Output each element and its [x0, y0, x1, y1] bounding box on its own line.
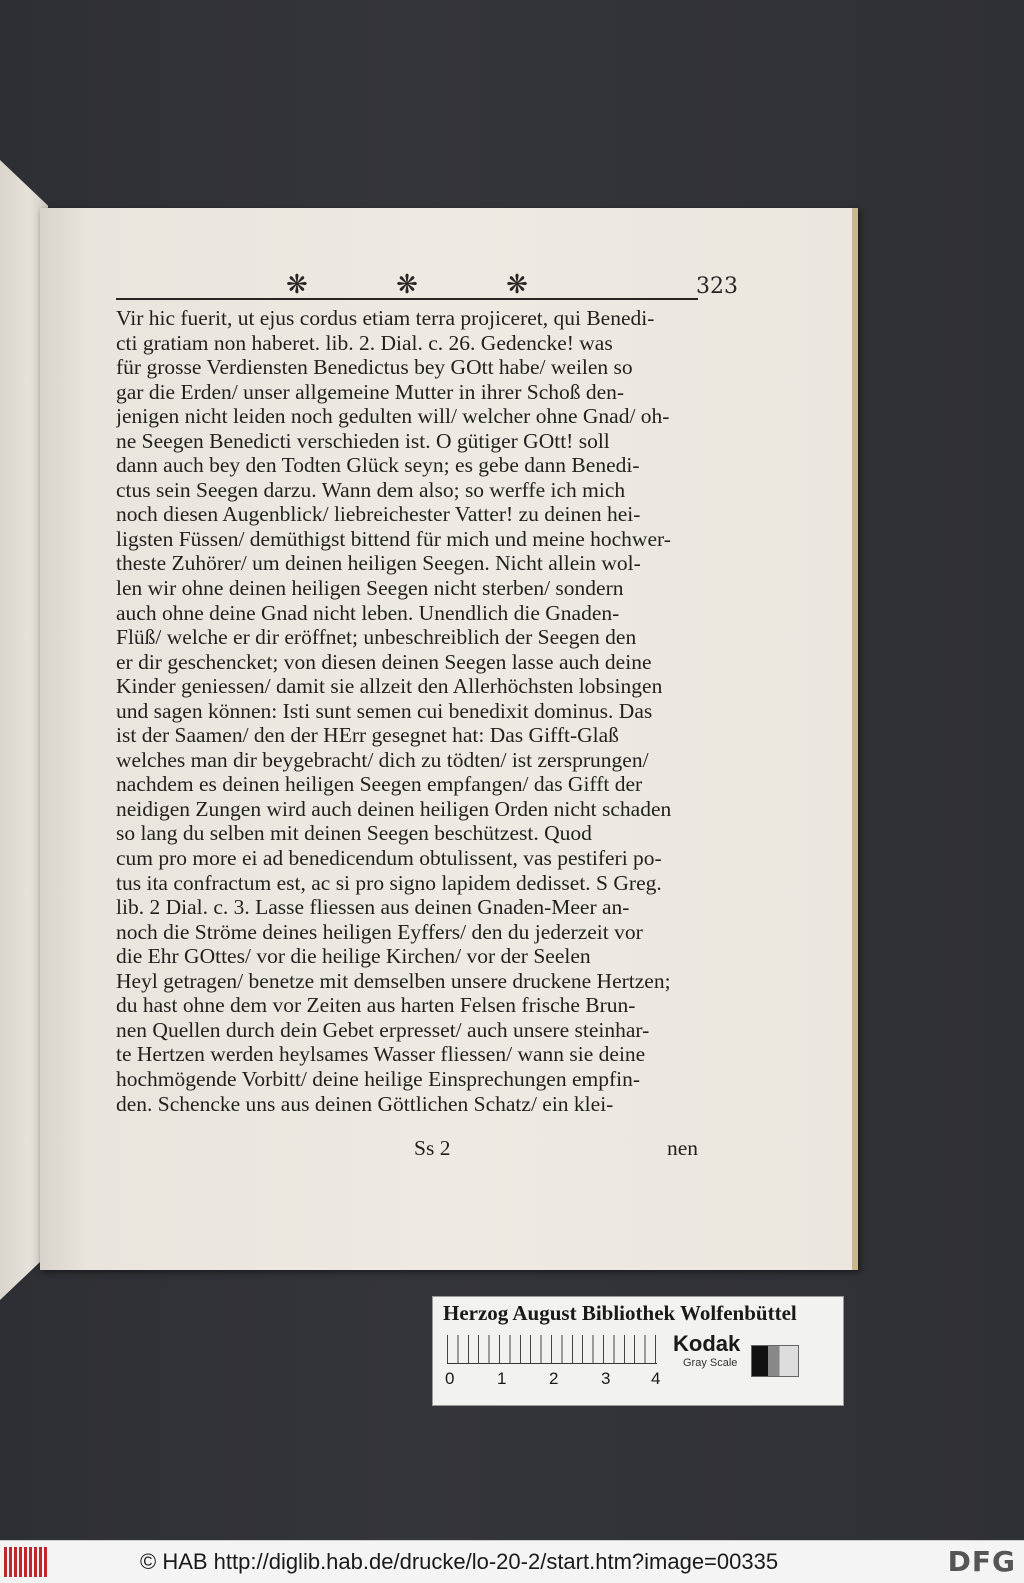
header-ornaments: ❋ ❋ ❋ — [286, 270, 568, 300]
text-line: tus ita confractum est, ac si pro signo lapidem dedisset. S Greg. — [116, 870, 662, 895]
text-line: nen Quellen durch dein Gebet erpresset/ auch unsere steinhar- — [116, 1017, 650, 1042]
book-page — [40, 208, 858, 1270]
text-line: cti gratiam non haberet. lib. 2. Dial. c. 26. Gedencke! was — [116, 330, 613, 355]
text-line: te Hertzen werden heylsames Wasser fliessen/ wann sie deine — [116, 1042, 646, 1067]
text-line: theste Zuhörer/ um deinen heiligen Seegen. Nicht allein wol- — [116, 551, 641, 576]
text-line: lib. 2 Dial. c. 3. Lasse fliessen aus deinen Gnaden-Meer an- — [116, 895, 630, 920]
signature-mark: Ss 2 — [414, 1136, 451, 1160]
text-line: dann auch bey den Todten Glück seyn; es gebe dann Benedi- — [116, 453, 640, 478]
text-line: den. Schencke uns aus deinen Göttlichen Schatz/ ein klei- — [116, 1091, 614, 1116]
text-line: len wir ohne deinen heiligen Seegen nicht sterben/ sondern — [116, 576, 624, 601]
text-line: Heyl getragen/ benetze mit demselben unsere druckene Hertzen; — [116, 968, 671, 993]
page-fore-edge — [852, 208, 858, 1270]
text-line: nachdem es deinen heiligen Seegen empfangen/ das Gifft der — [116, 772, 643, 797]
ruler-number: 4 — [651, 1369, 661, 1388]
text-line: welches man dir beygebracht/ dich zu tödten/ ist zersprungen/ — [116, 747, 649, 772]
copyright-link[interactable]: © HAB http://diglib.hab.de/drucke/lo-20-2/start.htm?image=00335 — [140, 1549, 779, 1574]
scale-ruler — [447, 1335, 657, 1364]
ruler-number: 3 — [601, 1369, 611, 1388]
text-line: neidigen Zungen wird auch deinen heiligen Orden nicht schaden — [116, 796, 672, 821]
library-name: Herzog August Bibliothek Wolfenbüttel — [443, 1301, 797, 1325]
text-line: für grosse Verdiensten Benedictus bey GOtt habe/ weilen so — [116, 355, 633, 380]
page-header — [116, 270, 738, 310]
gray-scale-label: Gray Scale — [683, 1357, 738, 1369]
text-line: Kinder geniessen/ damit sie allzeit den Allerhöchsten lobsingen — [116, 674, 663, 699]
text-line: ligsten Füssen/ demüthigst bittend für mich und meine hochwer- — [116, 526, 671, 551]
ruler-number: 2 — [549, 1369, 559, 1388]
text-line: noch diesen Augenblick/ liebreichester Vatter! zu deinen hei- — [116, 502, 641, 527]
hab-barcode-icon — [4, 1547, 48, 1577]
text-line: jenigen nicht leiden noch gedulten will/ welcher ohne Gnad/ oh- — [116, 404, 670, 429]
text-line: hochmögende Vorbitt/ deine heilige Einsprechungen empfin- — [116, 1066, 641, 1091]
text-line: die Ehr GOttes/ vor die heilige Kirchen/ vor der Seelen — [116, 944, 591, 969]
text-line: so lang du selben mit deinen Seegen beschützest. Quod — [116, 821, 592, 846]
text-line: er dir geschencket; von diesen deinen Seegen lasse auch deine — [116, 649, 652, 674]
color-target-card — [432, 1296, 844, 1406]
ruler-number: 0 — [445, 1369, 455, 1388]
text-line: Flüß/ welche er dir eröffnet; unbeschreiblich der Seegen den — [116, 625, 637, 650]
text-line: ist der Saamen/ den der HErr gesegnet hat: Das Gifft-Glaß — [116, 723, 619, 748]
gray-scale-patch — [751, 1345, 799, 1377]
text-line: ne Seegen Benedicti verschieden ist. O gütiger GOtt! soll — [116, 428, 610, 453]
catchword: nen — [666, 1136, 698, 1160]
ruler-number: 1 — [497, 1369, 507, 1388]
page-number: 323 — [696, 274, 738, 299]
text-line: noch die Ströme deines heiligen Eyffers/ den du jederzeit vor — [116, 919, 643, 944]
text-line: gar die Erden/ unser allgemeine Mutter in ihrer Schoß den- — [116, 379, 625, 404]
text-line: ctus sein Seegen darzu. Wann dem also; so werffe ich mich — [116, 477, 626, 502]
catchline — [116, 1136, 698, 1162]
kodak-logo: Kodak — [673, 1331, 741, 1356]
dfg-logo: DFG — [947, 1545, 1016, 1578]
text-line: cum pro more ei ad benedicendum obtulissent, vas pestiferi po- — [116, 846, 662, 871]
text-line: und sagen können: Isti sunt semen cui benedixit dominus. Das — [116, 698, 653, 723]
ruler-numbers — [441, 1369, 671, 1393]
body-text — [116, 306, 698, 1116]
text-line: du hast ohne dem vor Zeiten aus harten Felsen frische Brun- — [116, 993, 636, 1018]
text-line: Vir hic fuerit, ut ejus cordus etiam terra projiceret, qui Benedi- — [116, 306, 655, 330]
footer-bar — [0, 1540, 1024, 1583]
text-line: auch ohne deine Gnad nicht leben. Unendlich die Gnaden- — [116, 600, 620, 625]
